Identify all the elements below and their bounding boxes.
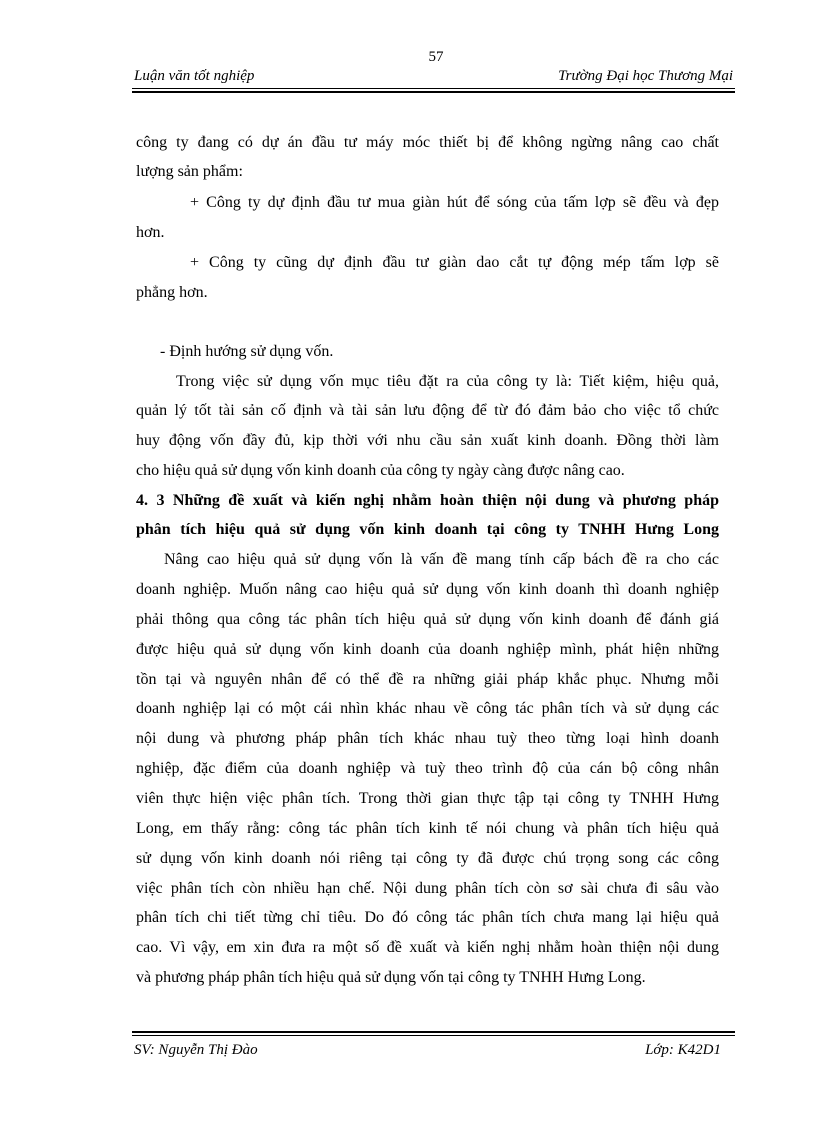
header-thesis-label: Luận văn tốt nghiệp: [134, 68, 255, 84]
body-line: lượng sản phẩm:: [136, 163, 243, 180]
body-line: công ty đang có dự án đầu tư máy móc thiết bị để không ngừng nâng cao chất: [136, 134, 719, 151]
body-line: cho hiệu quả sử dụng vốn kinh doanh của công ty ngày càng được nâng cao.: [136, 462, 625, 479]
body-line: việc phân tích còn nhiều hạn chế. Nội dung phân tích còn sơ sài chưa đi sâu vào: [136, 880, 719, 897]
body-line: tồn tại và nguyên nhân để có thể đề ra những giải pháp khắc phục. Nhưng mỗi: [136, 671, 719, 688]
body-line: cao. Vì vậy, em xin đưa ra một số đề xuất và kiến nghị nhằm hoàn thiện nội dung: [136, 939, 719, 956]
body-line: được hiệu quả sử dụng vốn kinh doanh của doanh nghiệp mình, phát hiện những: [136, 641, 719, 658]
body-line: quản lý tốt tài sản cố định và tài sản lưu động để từ đó đảm bảo cho việc tổ chức: [136, 402, 719, 419]
header-rule-thick: [132, 91, 735, 93]
body-line: và phương pháp phân tích hiệu quả sử dụng vốn tại công ty TNHH Hưng Long.: [136, 969, 646, 986]
body-line: doanh nghiệp. Muốn nâng cao hiệu quả sử dụng vốn kinh doanh thì doanh nghiệp: [136, 581, 719, 598]
footer-class-label: Lớp: K42D1: [645, 1042, 721, 1058]
section-heading: phân tích hiệu quả sử dụng vốn kinh doanh tại công ty TNHH Hưng Long: [136, 521, 719, 538]
body-line: Long, em thấy rằng: công tác phân tích kinh tế nói chung và phân tích hiệu quả: [136, 820, 719, 837]
body-line: sử dụng vốn kinh doanh nói riêng tại công ty đã được chú trọng song các công: [136, 850, 719, 867]
section-heading: 4. 3 Những đề xuất và kiến nghị nhằm hoàn thiện nội dung và phương pháp: [136, 492, 719, 509]
body-line: nội dung và phương pháp phân tích khác nhau tuỳ theo từng loại hình doanh: [136, 730, 719, 747]
body-line: nghiệp, đặc điểm của doanh nghiệp và tuỳ theo trình độ của cán bộ công nhân: [136, 760, 719, 777]
section-label-capital-orientation: - Định hướng sử dụng vốn.: [160, 343, 334, 360]
body-line: viên thực hiện việc phân tích. Trong thời gian thực tập tại công ty TNHH Hưng: [136, 790, 719, 807]
body-line: + Công ty cũng dự định đầu tư giàn dao cắt tự động mép tấm lợp sẽ: [190, 254, 719, 271]
page-number: 57: [428, 49, 444, 65]
page-footer: [132, 1042, 735, 1060]
body-line: Trong việc sử dụng vốn mục tiêu đặt ra của công ty là: Tiết kiệm, hiệu quả,: [176, 373, 719, 390]
body-line: doanh nghiệp lại có một cái nhìn khác nhau về công tác phân tích và sử dụng các: [136, 700, 719, 717]
header-rule-thin: [132, 88, 735, 89]
body-line: phải thông qua công tác phân tích hiệu quả sử dụng vốn kinh doanh để đánh giá: [136, 611, 719, 628]
body-line: + Công ty dự định đầu tư mua giàn hút để sóng của tấm lợp sẽ đều và đẹp: [190, 194, 719, 211]
body-line: phân tích chi tiết từng chỉ tiêu. Do đó công tác phân tích chưa mang lại hiệu quả: [136, 909, 719, 926]
footer-student-name: SV: Nguyễn Thị Đào: [134, 1042, 258, 1058]
body-line: Nâng cao hiệu quả sử dụng vốn là vấn đề mang tính cấp bách đề ra cho các: [164, 551, 719, 568]
page-header: [132, 68, 735, 86]
body-line: phẳng hơn.: [136, 284, 208, 301]
body-line: huy động vốn đầy đủ, kịp thời với nhu cầu sản xuất kinh doanh. Đồng thời làm: [136, 432, 719, 449]
body-line: hơn.: [136, 224, 165, 241]
header-university-label: Trường Đại học Thương Mại: [558, 68, 733, 84]
footer-rule-thin: [132, 1035, 735, 1036]
footer-rule-thick: [132, 1031, 735, 1033]
